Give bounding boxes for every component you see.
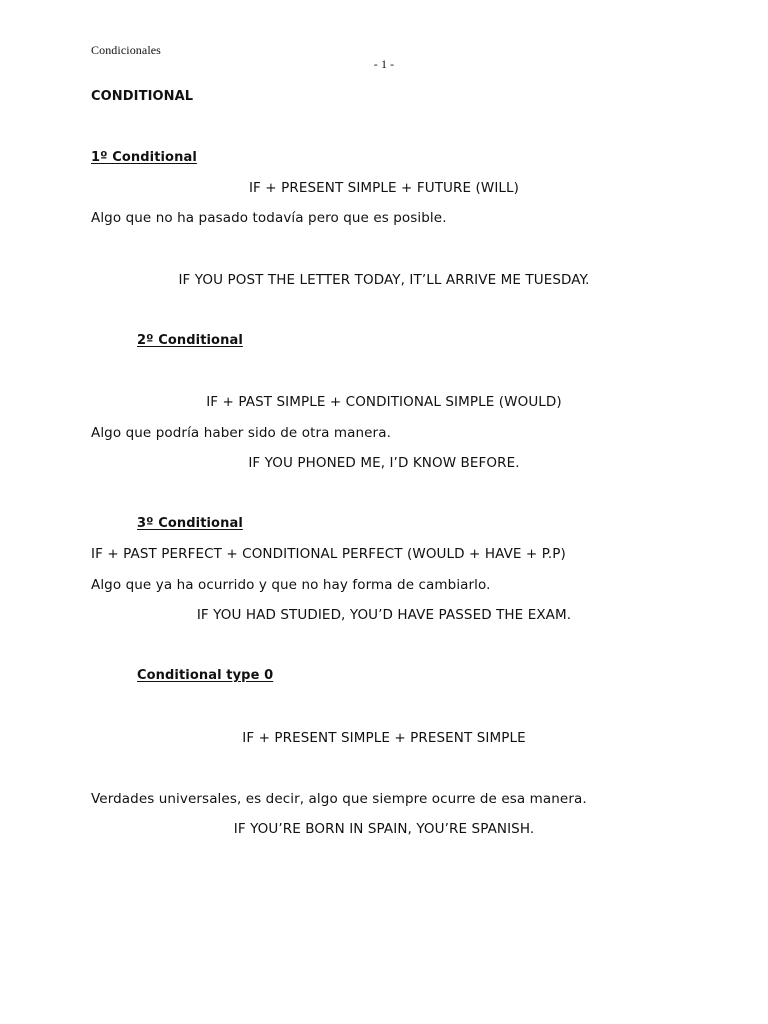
- running-header: Condicionales: [91, 43, 161, 57]
- formula-first-conditional: IF + PRESENT SIMPLE + FUTURE (WILL): [248, 180, 520, 196]
- section-heading-third-conditional: 3º Conditional: [137, 516, 243, 531]
- page-title: CONDITIONAL: [91, 89, 194, 104]
- section-heading-conditional-type-0: Conditional type 0: [137, 668, 274, 683]
- example-third-conditional: IF YOU HAD STUDIED, YOU’D HAVE PASSED THE EXAM.: [196, 607, 572, 623]
- description-conditional-type-0: Verdades universales, es decir, algo que siempre ocurre de esa manera.: [91, 791, 587, 807]
- formula-third-conditional: IF + PAST PERFECT + CONDITIONAL PERFECT (WOULD + HAVE + P.P): [91, 546, 566, 562]
- description-first-conditional: Algo que no ha pasado todavía pero que es posible.: [91, 210, 447, 226]
- example-first-conditional: IF YOU POST THE LETTER TODAY, IT’LL ARRIVE ME TUESDAY.: [178, 272, 590, 288]
- section-heading-second-conditional: 2º Conditional: [137, 333, 243, 348]
- section-heading-first-conditional: 1º Conditional: [91, 150, 197, 165]
- example-second-conditional: IF YOU PHONED ME, I’D KNOW BEFORE.: [248, 455, 520, 471]
- page-number: - 1 -: [373, 57, 395, 71]
- description-second-conditional: Algo que podría haber sido de otra manera.: [91, 425, 391, 441]
- formula-conditional-type-0: IF + PRESENT SIMPLE + PRESENT SIMPLE: [242, 730, 526, 746]
- description-third-conditional: Algo que ya ha ocurrido y que no hay forma de cambiarlo.: [91, 577, 491, 593]
- example-conditional-type-0: IF YOU’RE BORN IN SPAIN, YOU’RE SPANISH.: [233, 821, 535, 837]
- formula-second-conditional: IF + PAST SIMPLE + CONDITIONAL SIMPLE (WOULD): [206, 394, 562, 410]
